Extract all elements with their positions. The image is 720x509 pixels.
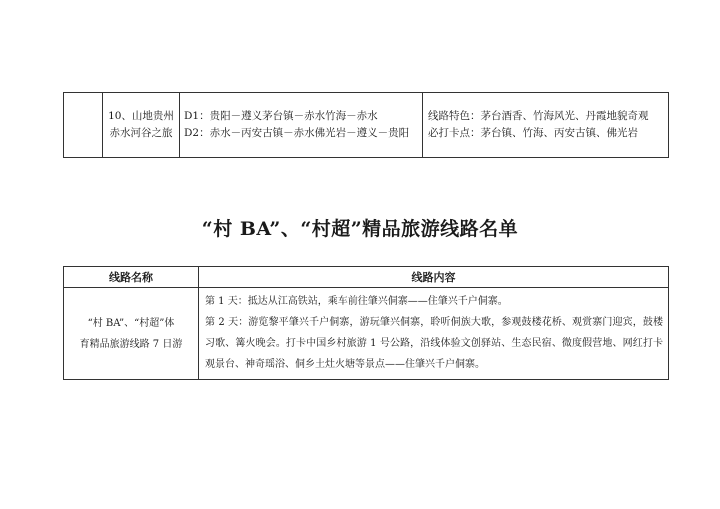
route-name-cell (103, 93, 180, 158)
itinerary-cell (180, 93, 423, 158)
route-features: 线路特色：茅台酒香、竹海风光、丹霞地貌奇观 (428, 110, 649, 122)
route-table-main (63, 266, 669, 380)
route-name-cell (64, 288, 199, 380)
route-name-line: 育精品旅游线路 7 日游 (79, 338, 183, 350)
table-row (64, 93, 669, 158)
route-name-line: 10、山地贵州 (108, 110, 174, 122)
table-row (64, 288, 669, 380)
route-name-line: 赤水河谷之旅 (109, 127, 173, 139)
itinerary-day: D1：贵阳－遵义茅台镇－赤水竹海－赤水 (184, 110, 378, 122)
column-header-route-content: 线路内容 (199, 267, 669, 288)
highlights-cell (423, 93, 669, 158)
day-1-itinerary: 第 1 天：抵达从江高铁站，乘车前往肇兴侗寨——住肇兴千户侗寨。 (205, 296, 508, 307)
route-content-cell (199, 288, 669, 380)
table-header-row (64, 267, 669, 288)
must-visit-spots: 必打卡点：茅台镇、竹海、丙安古镇、佛光岩 (428, 127, 638, 139)
column-header-route-name: 线路名称 (64, 267, 199, 288)
page-title: “村 BA”、“村超”精品旅游线路名单 (201, 218, 519, 240)
route-name-line: “村 BA”、“村超”体 (87, 317, 175, 329)
table-cell-blank (64, 93, 103, 158)
day-2-itinerary: 第 2 天：游览黎平肇兴千户侗寨，游玩肇兴侗寨，聆听侗族大歌，参观鼓楼花桥、观赏寨门迎宾，鼓楼习歌、篝火晚会。打卡中国乡村旅游 1 号公路，沿线体验文创驿站、生态民宿、微度假营地、网红打卡观景台、神奇瑶浴、侗乡土灶火塘等景点——住肇兴千户侗寨。 (205, 317, 663, 370)
route-table-top (63, 92, 669, 158)
itinerary-day: D2：赤水－丙安古镇－赤水佛光岩－遵义－贵阳 (184, 127, 410, 139)
